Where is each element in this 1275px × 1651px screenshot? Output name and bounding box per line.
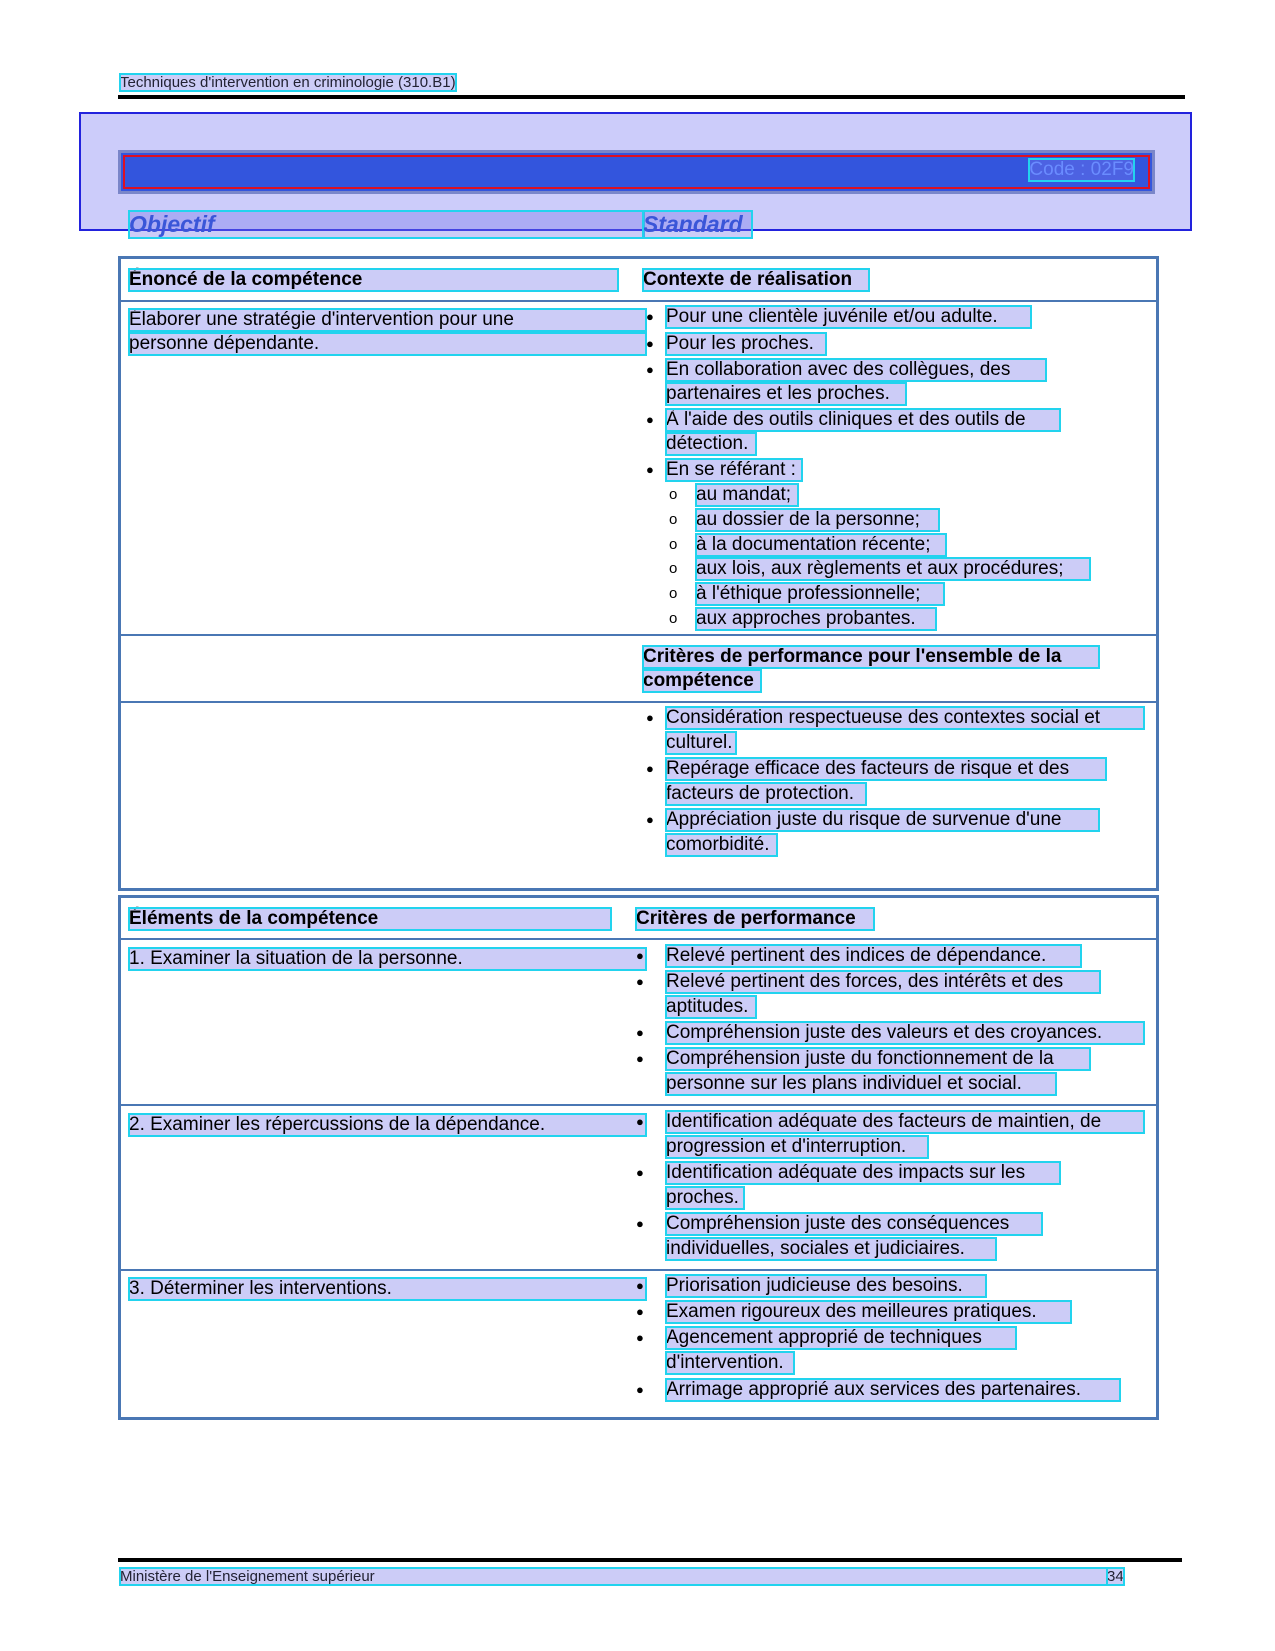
criteres-ensemble-line: comorbidité. [666, 834, 777, 856]
page-number: 34 [1107, 1568, 1124, 1585]
element-label: 3. Déterminer les interventions. [129, 1278, 646, 1300]
criterion-line: Identification adéquate des impacts sur les [666, 1162, 1060, 1184]
criteres-ensemble-heading: compétence [643, 670, 761, 692]
criterion-line: Agencement approprié de techniques [666, 1327, 1016, 1349]
competency-elements-table [118, 895, 1159, 1420]
bullet: ● [646, 309, 654, 324]
divider [121, 1104, 1156, 1106]
competency-statement-table [118, 256, 1159, 891]
code-bar [118, 150, 1155, 194]
sub-bullet: o [669, 610, 678, 627]
criteres-ensemble-line: facteurs de protection. [666, 783, 866, 805]
element-label: 2. Examiner les répercussions de la dépendance. [129, 1114, 646, 1136]
divider [121, 1269, 1156, 1271]
header-rule [118, 95, 1185, 99]
bullet: ● [636, 1278, 644, 1293]
criteres-ensemble-line: culturel. [666, 732, 736, 754]
bullet: ● [646, 812, 654, 827]
contexte-sub-line: aux approches probantes. [696, 608, 936, 630]
contexte-sub-line: à la documentation récente; [696, 534, 946, 556]
contexte-line: À l'aide des outils cliniques et des outils de [666, 409, 1060, 431]
criterion-line: Compréhension juste du fonctionnement de la [666, 1048, 1090, 1070]
contexte-heading: Contexte de réalisation [643, 269, 869, 291]
divider [121, 701, 1156, 703]
bullet: ● [636, 1304, 644, 1319]
bullet: ● [636, 1330, 644, 1345]
bullet: ● [646, 462, 654, 477]
criterion-line: Examen rigoureux des meilleures pratiques. [666, 1301, 1071, 1323]
sub-bullet: o [669, 560, 678, 577]
contexte-sub-line: à l'éthique professionnelle; [696, 583, 944, 605]
bullet: ● [646, 710, 654, 725]
objectif-heading: Objectif [129, 211, 644, 238]
criterion-line: personne sur les plans individuel et social. [666, 1073, 1056, 1095]
element-label: 1. Examiner la situation de la personne. [129, 948, 646, 970]
contexte-line: partenaires et les proches. [666, 383, 906, 405]
criterion-line: Relevé pertinent des indices de dépendance. [666, 945, 1081, 967]
criterion-line: Compréhension juste des conséquences [666, 1213, 1042, 1235]
divider [121, 938, 1156, 940]
sub-bullet: o [669, 511, 678, 528]
bullet: ● [646, 362, 654, 377]
criterion-line: Identification adéquate des facteurs de maintien, de [666, 1111, 1144, 1133]
enonce-heading: Énoncé de la compétence [129, 269, 618, 291]
bullet: ● [636, 1025, 644, 1040]
bullet: ● [646, 412, 654, 427]
code-bar-frame [123, 155, 1150, 189]
bullet: ● [636, 1382, 644, 1397]
enonce-line: personne dépendante. [129, 333, 646, 355]
criterion-line: aptitudes. [666, 996, 756, 1018]
enonce-line: Élaborer une stratégie d'intervention pour une [129, 309, 646, 331]
contexte-line: Pour les proches. [666, 333, 826, 355]
footer-rule [118, 1558, 1182, 1562]
divider [121, 300, 1156, 302]
bullet: ● [646, 761, 654, 776]
bullet: ● [636, 974, 644, 989]
divider [121, 634, 1156, 636]
bullet: ● [636, 1114, 644, 1129]
sub-bullet: o [669, 536, 678, 553]
criterion-line: Priorisation judicieuse des besoins. [666, 1275, 986, 1297]
sub-bullet: o [669, 585, 678, 602]
bullet: ● [636, 1051, 644, 1066]
criterion-line: progression et d'interruption. [666, 1136, 928, 1158]
contexte-line: détection. [666, 433, 756, 455]
contexte-line: En se référant : [666, 459, 802, 481]
competency-code: Code : 02F9 [1029, 159, 1134, 180]
criteres-ensemble-line: Repérage efficace des facteurs de risque et des [666, 758, 1106, 780]
bullet: ● [646, 336, 654, 351]
criteres-ensemble-line: Considération respectueuse des contextes social et [666, 707, 1144, 729]
criterion-line: individuelles, sociales et judiciaires. [666, 1238, 996, 1260]
contexte-sub-line: aux lois, aux règlements et aux procédures; [696, 558, 1090, 580]
criteres-heading: Critères de performance [636, 908, 874, 930]
criterion-line: Relevé pertinent des forces, des intérêts et des [666, 971, 1100, 993]
bullet: ● [636, 948, 644, 963]
document-header-title: Techniques d'intervention en criminologie (310.B1) [120, 74, 456, 91]
criterion-line: Compréhension juste des valeurs et des croyances. [666, 1022, 1144, 1044]
elements-heading: Éléments de la compétence [129, 908, 611, 930]
criterion-line: d'intervention. [666, 1352, 794, 1374]
contexte-sub-line: au mandat; [696, 484, 798, 506]
criterion-line: Arrimage approprié aux services des partenaires. [666, 1379, 1120, 1401]
contexte-line: Pour une clientèle juvénile et/ou adulte. [666, 306, 1031, 328]
criteres-ensemble-heading: Critères de performance pour l'ensemble de la [643, 646, 1099, 668]
standard-heading: Standard [643, 211, 752, 238]
criterion-line: proches. [666, 1187, 744, 1209]
contexte-line: En collaboration avec des collègues, des [666, 359, 1046, 381]
contexte-sub-line: au dossier de la personne; [696, 509, 939, 531]
footer-ministry: Ministère de l'Enseignement supérieur [120, 1568, 1107, 1585]
bullet: ● [636, 1165, 644, 1180]
criteres-ensemble-line: Appréciation juste du risque de survenue d'une [666, 809, 1099, 831]
bullet: ● [636, 1216, 644, 1231]
sub-bullet: o [669, 486, 678, 503]
